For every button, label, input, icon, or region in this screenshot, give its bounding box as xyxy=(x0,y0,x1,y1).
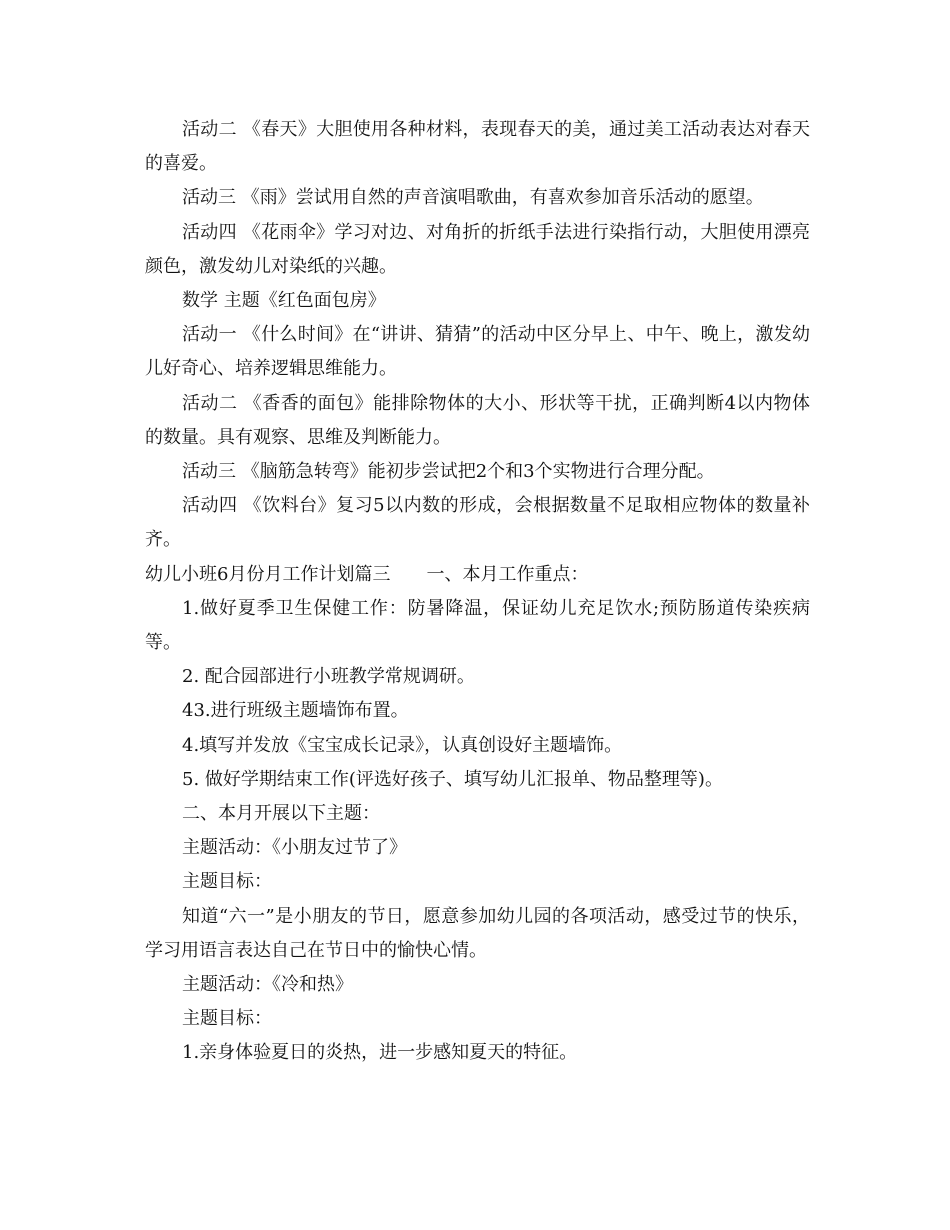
section-heading-plan-3: 幼儿小班6月份月工作计划篇三 一、本月工作重点： xyxy=(145,563,589,585)
paragraph-theme-activity-festival: 主题活动：《小朋友过节了》 xyxy=(182,837,407,859)
paragraph-activity-2-spring: 活动二 《春天》大胆使用各种材料，表现春天的美，通过美工活动表达对春天的喜爱。 xyxy=(145,119,810,175)
paragraph-math-theme: 数学 主题《红色面包房》 xyxy=(182,290,386,312)
paragraph-themes-heading: 二、本月开展以下主题： xyxy=(182,803,380,825)
paragraph-theme-goal-label-2: 主题目标： xyxy=(182,1008,272,1030)
paragraph-focus-5: 5. 做好学期结束工作(评选好孩子、填写幼儿汇报单、物品整理等)。 xyxy=(182,768,723,790)
paragraph-focus-3: 43.进行班级主题墙饰布置。 xyxy=(182,700,409,722)
paragraph-theme-goal-festival: 知道“六一”是小朋友的节日，愿意参加幼儿园的各项活动，感受过节的快乐，学习用语言表达自己在节日中的愉快心情。 xyxy=(145,905,810,961)
paragraph-math-activity-2: 活动二 《香香的面包》能排除物体的大小、形状等干扰，正确判断4以内物体的数量。具有观察、思维及判断能力。 xyxy=(145,392,810,448)
paragraph-focus-4: 4.填写并发放《宝宝成长记录》，认真创设好主题墙饰。 xyxy=(182,734,623,756)
paragraph-theme-goal-summer: 1.亲身体验夏日的炎热，进一步感知夏天的特征。 xyxy=(182,1042,578,1064)
paragraph-math-activity-1: 活动一 《什么时间》在“讲讲、猜猜”的活动中区分早上、中午、晚上，激发幼儿好奇心、培养逻辑思维能力。 xyxy=(145,324,810,380)
paragraph-activity-4-umbrella: 活动四 《花雨伞》学习对边、对角折的折纸手法进行染指行动，大胆使用漂亮颜色，激发幼儿对染纸的兴趣。 xyxy=(145,221,810,277)
paragraph-focus-2: 2. 配合园部进行小班教学常规调研。 xyxy=(182,666,475,688)
paragraph-math-activity-4: 活动四 《饮料台》复习5以内数的形成，会根据数量不足取相应物体的数量补齐。 xyxy=(145,495,810,551)
paragraph-focus-1: 1.做好夏季卫生保健工作：防暑降温，保证幼儿充足饮水;预防肠道传染疾病等。 xyxy=(145,597,810,654)
paragraph-theme-goal-label-1: 主题目标： xyxy=(182,871,272,893)
document-body xyxy=(145,113,810,1071)
paragraph-theme-activity-cold-hot: 主题活动：《冷和热》 xyxy=(182,974,353,996)
paragraph-math-activity-3: 活动三 《脑筋急转弯》能初步尝试把2个和3个实物进行合理分配。 xyxy=(182,461,715,483)
paragraph-activity-3-rain: 活动三 《雨》尝试用自然的声音演唱歌曲，有喜欢参加音乐活动的愿望。 xyxy=(182,187,764,209)
